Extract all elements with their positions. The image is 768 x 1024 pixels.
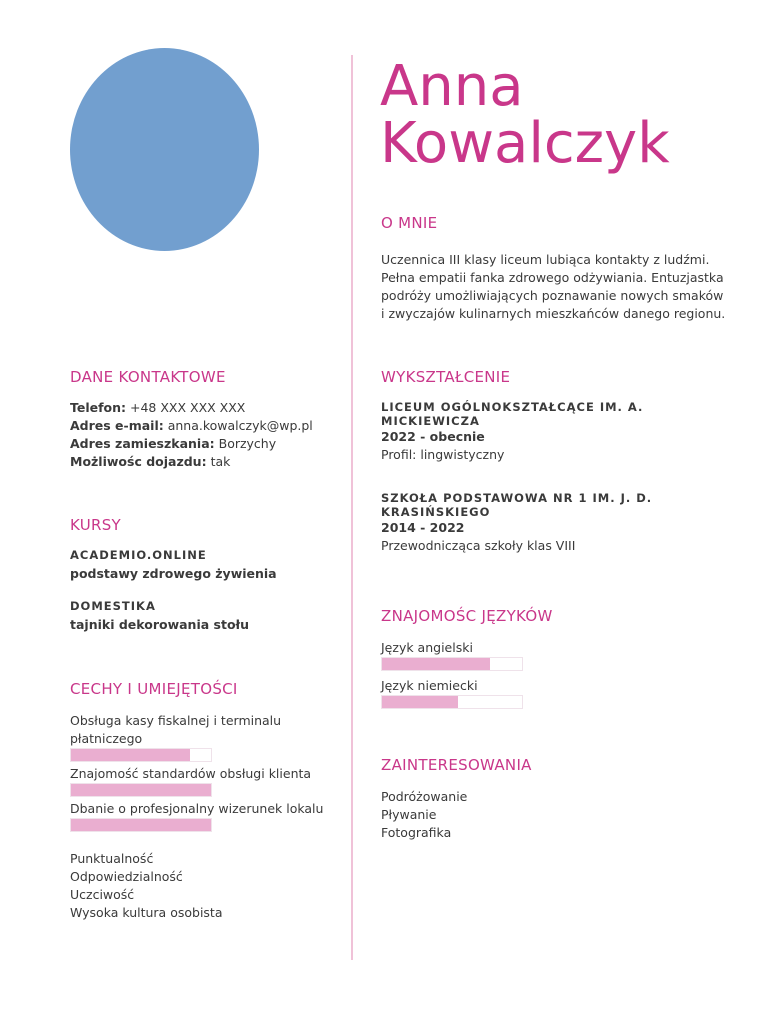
languages-heading: ZNAJOMOŚC JĘZYKÓW xyxy=(381,607,553,625)
skill-item xyxy=(70,765,340,797)
skills-heading: CECHY I UMIEJĘTOŚCI xyxy=(70,680,238,698)
contact-commute: Możliwośc dojazdu: tak xyxy=(70,454,231,469)
courses-section xyxy=(70,516,340,634)
school-years: 2014 - 2022 xyxy=(381,520,465,535)
skill-level-bar xyxy=(70,783,212,797)
language-name: Język niemiecki xyxy=(381,678,478,693)
course-title: podstawy zdrowego żywienia xyxy=(70,566,277,581)
school-note: Profil: lingwistyczny xyxy=(381,447,505,462)
about-section xyxy=(381,214,741,323)
language-name: Język angielski xyxy=(381,640,473,655)
about-line: i zwyczajów kulinarnych mieszkańców danego regionu. xyxy=(381,306,726,321)
contact-email: Adres e-mail: anna.kowalczyk@wp.pl xyxy=(70,418,313,433)
contact-list xyxy=(70,399,340,471)
interest-item: Podróżowanie xyxy=(381,789,468,804)
education-item xyxy=(381,491,741,555)
languages-section xyxy=(381,607,741,709)
about-heading: O MNIE xyxy=(381,214,438,232)
school-note: Przewodnicząca szkoły klas VIII xyxy=(381,538,576,553)
language-level-bar xyxy=(381,695,523,709)
first-name: Anna xyxy=(380,54,524,119)
contact-phone: Telefon: +48 XXX XXX XXX xyxy=(70,400,246,415)
language-item xyxy=(381,677,741,709)
skill-level-fill xyxy=(71,819,211,831)
language-item xyxy=(381,639,741,671)
about-line: Pełna empatii fanka zdrowego odżywiania. Entuzjastka xyxy=(381,270,724,285)
about-text xyxy=(381,251,741,323)
course-title: tajniki dekorowania stołu xyxy=(70,617,250,632)
column-divider xyxy=(351,55,353,960)
education-item xyxy=(381,400,741,464)
profile-photo-placeholder xyxy=(70,48,259,251)
school-years: 2022 - obecnie xyxy=(381,429,485,444)
skill-name: Obsługa kasy fiskalnej i terminalu płatniczego xyxy=(70,713,282,746)
interests-list xyxy=(381,788,741,842)
school-name: SZKOŁA PODSTAWOWA NR 1 IM. J. D. KRASIŃSKIEGO xyxy=(381,491,653,519)
course-item xyxy=(70,599,340,634)
education-heading: WYKSZTAŁCENIE xyxy=(381,368,511,386)
last-name: Kowalczyk xyxy=(380,111,670,176)
skill-name: Dbanie o profesjonalny wizerunek lokalu xyxy=(70,801,324,816)
skill-level-bar xyxy=(70,818,212,832)
interest-item: Fotografika xyxy=(381,825,452,840)
trait-item: Wysoka kultura osobista xyxy=(70,905,223,920)
skill-item xyxy=(70,712,340,762)
language-level-bar xyxy=(381,657,523,671)
candidate-name xyxy=(380,54,670,176)
skill-name: Znajomość standardów obsługi klienta xyxy=(70,766,312,781)
contact-section xyxy=(70,368,340,471)
about-line: Uczennica III klasy liceum lubiąca kontakty z ludźmi. xyxy=(381,252,710,267)
course-org: DOMESTIKA xyxy=(70,599,156,613)
interests-section xyxy=(381,756,741,842)
language-level-fill xyxy=(382,696,458,708)
education-section xyxy=(381,368,741,555)
trait-item: Uczciwość xyxy=(70,887,135,902)
courses-heading: KURSY xyxy=(70,516,122,534)
interests-heading: ZAINTERESOWANIA xyxy=(381,756,532,774)
traits-list xyxy=(70,850,340,922)
contact-address: Adres zamieszkania: Borzychy xyxy=(70,436,277,451)
trait-item: Odpowiedzialność xyxy=(70,869,183,884)
trait-item: Punktualność xyxy=(70,851,154,866)
course-org: ACADEMIO.ONLINE xyxy=(70,548,207,562)
course-item xyxy=(70,548,340,583)
interest-item: Pływanie xyxy=(381,807,437,822)
skill-level-fill xyxy=(71,749,190,761)
contact-heading: DANE KONTAKTOWE xyxy=(70,368,226,386)
about-line: podróży umożliwiających poznawanie nowych smaków xyxy=(381,288,724,303)
skill-level-fill xyxy=(71,784,211,796)
language-level-fill xyxy=(382,658,490,670)
skill-item xyxy=(70,800,340,832)
school-name: LICEUM OGÓLNOKSZTAŁCĄCE IM. A. MICKIEWICZA xyxy=(381,400,644,428)
skills-section xyxy=(70,680,340,922)
skill-level-bar xyxy=(70,748,212,762)
